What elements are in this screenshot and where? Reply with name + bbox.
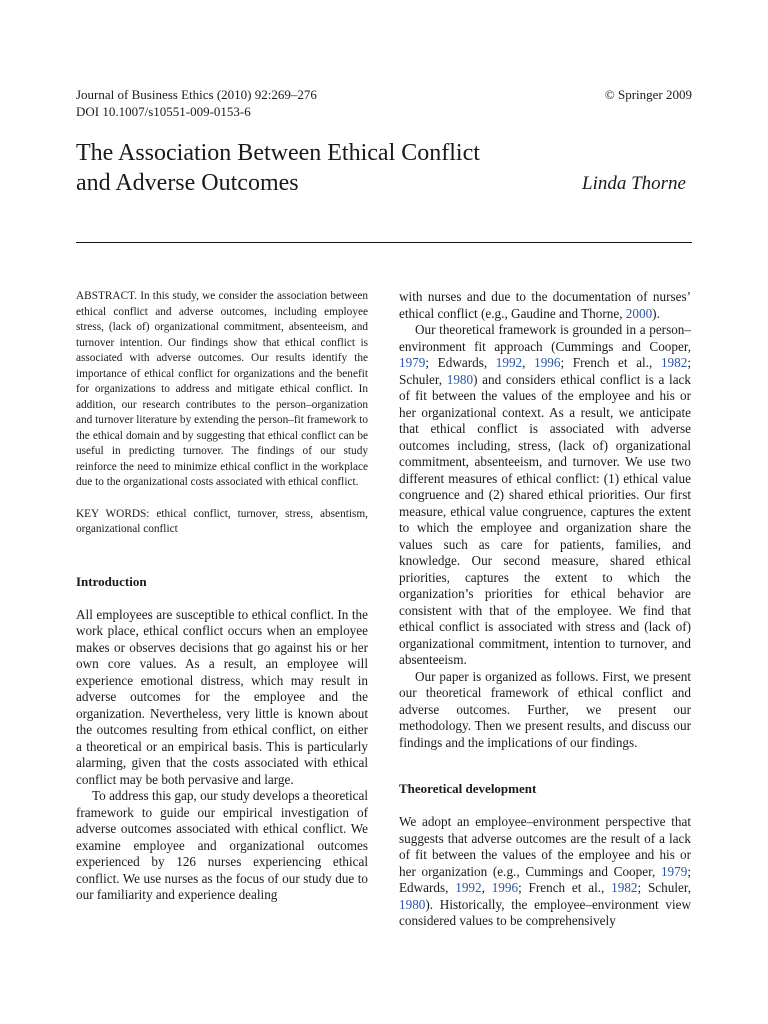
header-divider [76,242,692,243]
title-line-2: and Adverse Outcomes [76,170,299,196]
citation-link[interactable]: 1996 [534,355,561,370]
intro-paragraph-2: To address this gap, our study develops a theoretical framework to guide our empirical investigation of adverse outcomes associated with ethical conflict. We examine employee and organizational outcomes experienced by 126 nurses experiencing ethical conflict. We use nurses as the focus of our study due to our familiarity and experience dealing [76,788,368,902]
text-run: ). Historically, the employee–environment view considered values to be comprehensively [399,896,691,928]
text-run: ; Edwards, [425,355,496,370]
right-column [399,289,691,930]
text-run: , [522,355,535,370]
text-run: ; French et al., [560,355,661,370]
left-column [76,289,368,904]
theory-paragraph-1 [399,814,691,930]
section-heading-theoretical-development: Theoretical development [399,781,537,796]
title-line-1: The Association Between Ethical Conflict [76,140,480,166]
text-run: We adopt an employee–environment perspective that suggests that adverse outcomes are the result of a lack of fit between the values of the employee and his or her organization (e.g., Cummings and Cooper, [399,814,691,879]
text-run: , [481,880,492,895]
citation-link[interactable]: 1980 [446,371,474,387]
doi: DOI 10.1007/s10551-009-0153-6 [76,104,251,119]
citation-link[interactable]: 1982 [660,355,688,370]
citation-link[interactable]: 1996 [491,880,519,895]
text-run: with nurses and due to the documentation of nurses’ ethical conflict (e.g., Gaudine and Thorne, [399,289,691,321]
text-run: ; Schuler, [399,355,691,387]
citation-link[interactable]: 1980 [399,896,426,912]
citation-link[interactable]: 1982 [611,880,638,895]
author-name: Linda Thorne [582,173,686,194]
citation-link[interactable]: 1992 [495,355,523,370]
intro-paragraph-4: Our paper is organized as follows. First, we present our theoretical framework of ethical conflict and adverse outcomes. Further, we present our methodology. Then we present results, and discuss our findings and the implications of our findings. [399,668,691,750]
text-run: ) and considers ethical conflict is a lack of fit between the values of the employee and his or her organizational context. As a result, we anticipate that ethical conflict is associated with adverse outcomes including, stress, (lack of) organizational commitment, absenteeism, and turnover. We use two different measures of ethical conflict: (1) ethical value congruence and (2) shared ethical priorities. Our first measure, ethical value congruence, captures the extent to which the employee and organization share the values such as care for patients, families, and knowledge. Our second measure, shared ethical priorities, captures the extent to which the organization’s priorities for ethical behavior are consistent with that of the employee. We find that ethical conflict is associated with stress and (lack of) organizational commitment, intention to turnover, and absenteeism. [399,371,691,667]
copyright-notice: © Springer 2009 [604,87,692,102]
journal-meta [76,86,317,120]
keywords: KEY WORDS: ethical conflict, turnover, stress, absentism, organizational conflict [76,507,368,535]
text-run: ; Schuler, [637,880,691,895]
intro-paragraph-2-continued [399,289,691,322]
citation-link[interactable]: 1979 [399,355,426,370]
intro-paragraph-1: All employees are susceptible to ethical conflict. In the work place, ethical conflict occurs when an employee makes or observes decisions that go against his or her own core values. As a result, an employee will experience emotional distress, which may result in adverse outcomes for the employee and the organization. Nevertheless, very little is known about the outcomes resulting from ethical conflict, on either a theoretical or an empirical basis. This is particularly alarming, given that the costs associated with ethical conflict may be both pervasive and large. [76,606,368,787]
article-title [76,138,546,198]
citation-link[interactable]: 1979 [660,863,688,879]
citation-link[interactable]: 2000 [625,305,653,321]
text-run: Our theoretical framework is grounded in a person–environment fit approach (Cummings and Cooper, [399,322,691,354]
text-run: ; Edwards, [399,863,691,895]
section-heading-introduction: Introduction [76,573,147,589]
journal-citation: Journal of Business Ethics (2010) 92:269–276 [76,87,317,102]
citation-link[interactable]: 1992 [455,880,482,895]
abstract: ABSTRACT. In this study, we consider the association between ethical conflict and adverse outcomes, including employee stress, (lack of) organizational commitment, absenteeism, and turnover intention. Our findings show that ethical conflict is associated with adverse outcomes. Our results identify the importance of ethical conflict for organizations and the benefit for organizations to address and mitigate ethical conflict. In addition, our research contributes to the person–organization and turnover literature by extending the person–fit framework to the ethical domain and by suggesting that ethical conflict can be useful in predicting turnover. The findings of our study reinforce the need to minimize ethical conflict in the workplace due to the organizational costs associated with ethical conflict. [76,290,368,488]
text-run: ). [652,305,660,321]
text-run: ; French et al., [518,880,612,895]
intro-paragraph-3 [399,322,691,669]
